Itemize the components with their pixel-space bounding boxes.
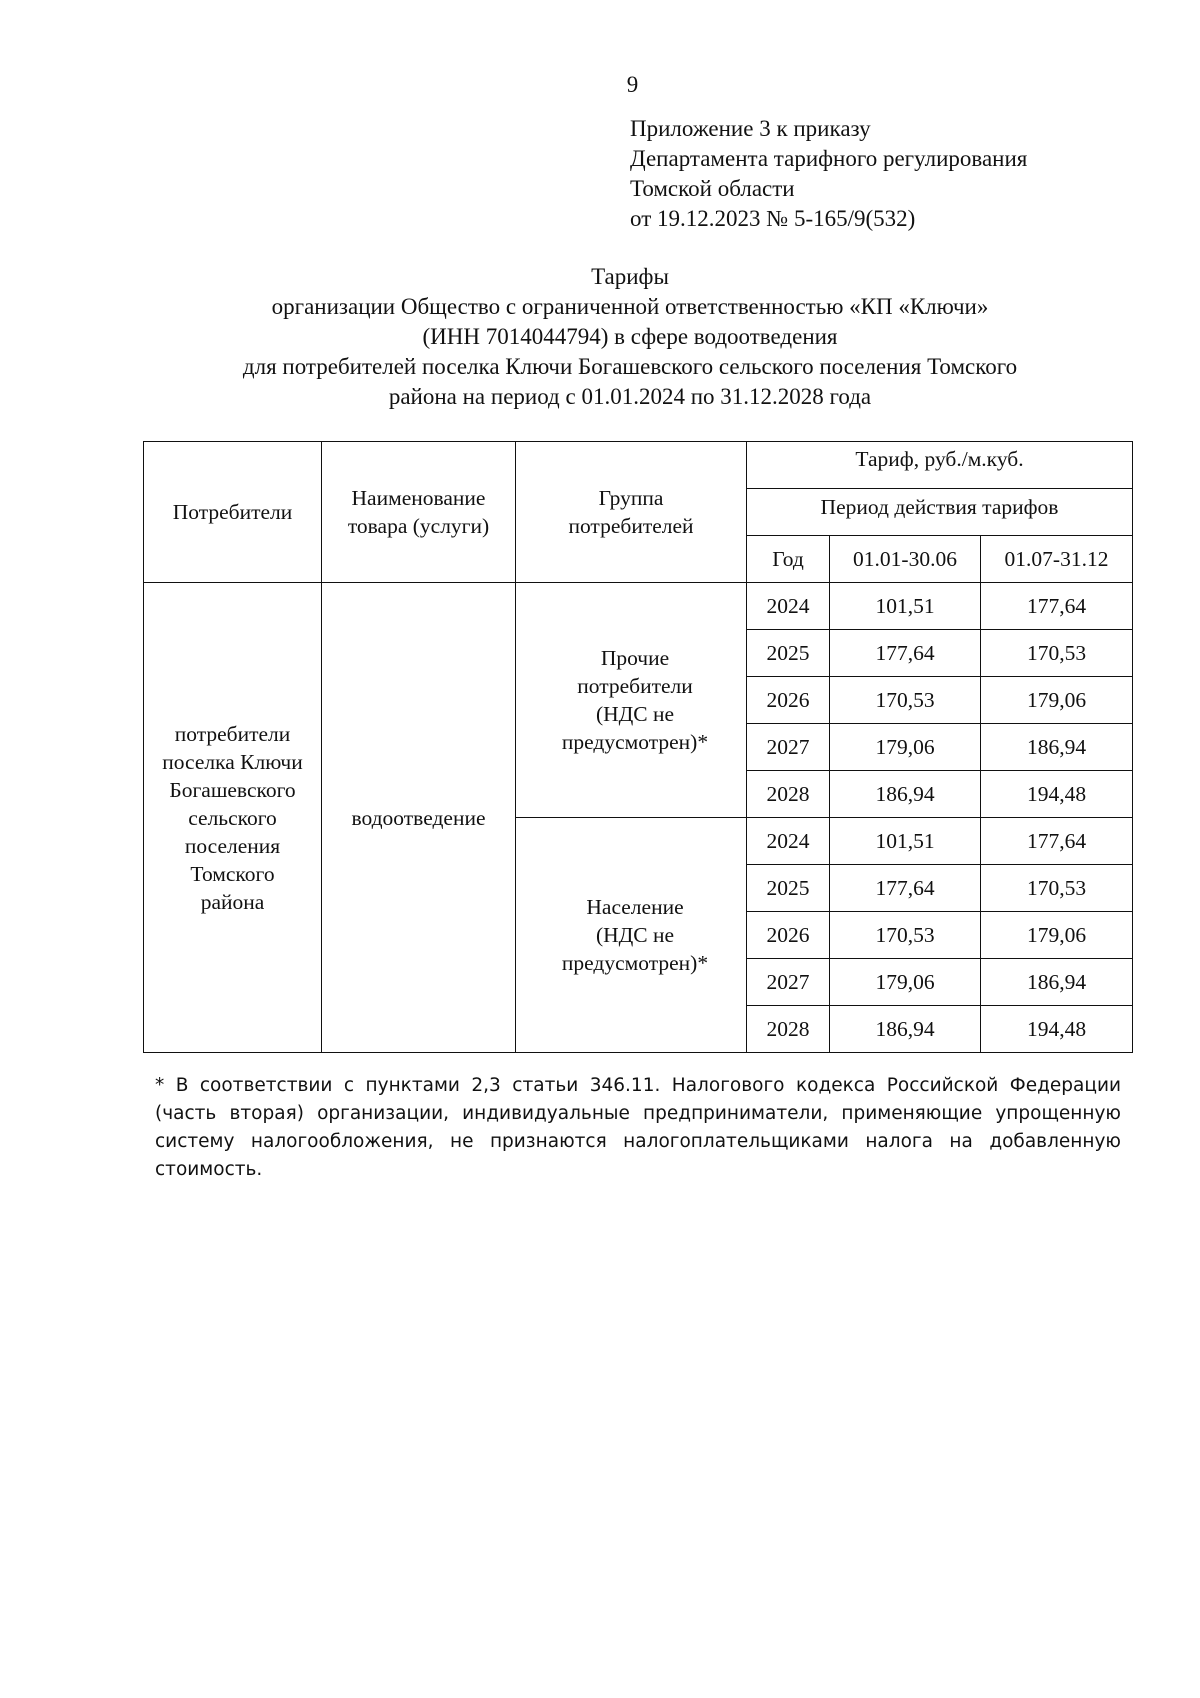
- group-cell: [516, 583, 747, 818]
- tariff-h1-cell: 179,06: [830, 959, 981, 1006]
- header-product: [322, 442, 516, 583]
- header-period: Период действия тарифов: [747, 489, 1133, 536]
- group-cell: [516, 818, 747, 1053]
- appendix-block: [630, 114, 1027, 234]
- tariff-h2-cell: 186,94: [981, 724, 1133, 771]
- footnote: * В соответствии с пунктами 2,3 статьи 346.11. Налогового кодекса Российской Федерации (часть вторая) организации, индивидуальные предприниматели, применяющие упрощенную систему налогообложения, не признаются налогоплательщиками налога на добавленную стоимость.: [155, 1075, 1121, 1180]
- header-consumers: Потребители: [144, 442, 322, 583]
- tariff-h2-cell: 194,48: [981, 771, 1133, 818]
- year-cell: 2024: [747, 818, 830, 865]
- tariff-h2-cell: 177,64: [981, 583, 1133, 630]
- tariff-h1-cell: 186,94: [830, 771, 981, 818]
- document-title: [130, 262, 1130, 412]
- consumers-cell: [144, 583, 322, 1053]
- appendix-line: Приложение 3 к приказу: [630, 116, 871, 141]
- title-line: Тарифы: [591, 264, 669, 289]
- year-cell: 2028: [747, 771, 830, 818]
- tariff-h1-cell: 170,53: [830, 912, 981, 959]
- tariff-h1-cell: 101,51: [830, 818, 981, 865]
- year-cell: 2025: [747, 630, 830, 677]
- tariff-h2-cell: 170,53: [981, 630, 1133, 677]
- year-cell: 2024: [747, 583, 830, 630]
- group-text: Прочие потребители (НДС не предусмотрен)*: [561, 646, 709, 754]
- tariff-table: [143, 441, 1133, 1053]
- title-line: района на период с 01.01.2024 по 31.12.2028 года: [388, 384, 872, 409]
- tariff-h2-cell: 194,48: [981, 1006, 1133, 1053]
- tariff-h1-cell: 179,06: [830, 724, 981, 771]
- title-line: (ИНН 7014044794) в сфере водоотведения: [422, 324, 838, 349]
- appendix-line: Томской области: [630, 176, 795, 201]
- tariff-h2-cell: 186,94: [981, 959, 1133, 1006]
- tariff-h2-cell: 177,64: [981, 818, 1133, 865]
- year-cell: 2026: [747, 912, 830, 959]
- tariff-h2-cell: 179,06: [981, 912, 1133, 959]
- tariff-h1-cell: 170,53: [830, 677, 981, 724]
- product-cell: водоотведение: [322, 583, 516, 1053]
- tariff-h1-cell: 186,94: [830, 1006, 981, 1053]
- group-text: Население (НДС не предусмотрен)*: [561, 895, 709, 975]
- appendix-line: от 19.12.2023 № 5-165/9(532): [630, 206, 916, 231]
- header-half-2: 01.07-31.12: [981, 536, 1133, 583]
- appendix-line: Департамента тарифного регулирования: [630, 146, 1028, 171]
- header-group-text: Группа потребителей: [568, 486, 694, 538]
- tariff-h2-cell: 170,53: [981, 865, 1133, 912]
- consumers-text: потребители поселка Ключи Богашевского сельского поселения Томского района: [162, 721, 303, 914]
- page-number: 9: [626, 72, 639, 97]
- year-cell: 2026: [747, 677, 830, 724]
- tariff-h1-cell: 177,64: [830, 865, 981, 912]
- tariff-h2-cell: 179,06: [981, 677, 1133, 724]
- header-row: [144, 442, 1133, 489]
- tariff-h1-cell: 177,64: [830, 630, 981, 677]
- header-year: Год: [747, 536, 830, 583]
- year-cell: 2027: [747, 959, 830, 1006]
- year-cell: 2025: [747, 865, 830, 912]
- table-row: [144, 583, 1133, 630]
- header-product-text: Наименование товара (услуги): [347, 486, 490, 538]
- title-line: для потребителей поселка Ключи Богашевского сельского поселения Томского: [242, 354, 1018, 379]
- tariff-h1-cell: 101,51: [830, 583, 981, 630]
- header-group: [516, 442, 747, 583]
- header-half-1: 01.01-30.06: [830, 536, 981, 583]
- header-tariff: Тариф, руб./м.куб.: [747, 442, 1133, 489]
- year-cell: 2027: [747, 724, 830, 771]
- title-line: организации Общество с ограниченной ответственностью «КП «Ключи»: [271, 294, 989, 319]
- year-cell: 2028: [747, 1006, 830, 1053]
